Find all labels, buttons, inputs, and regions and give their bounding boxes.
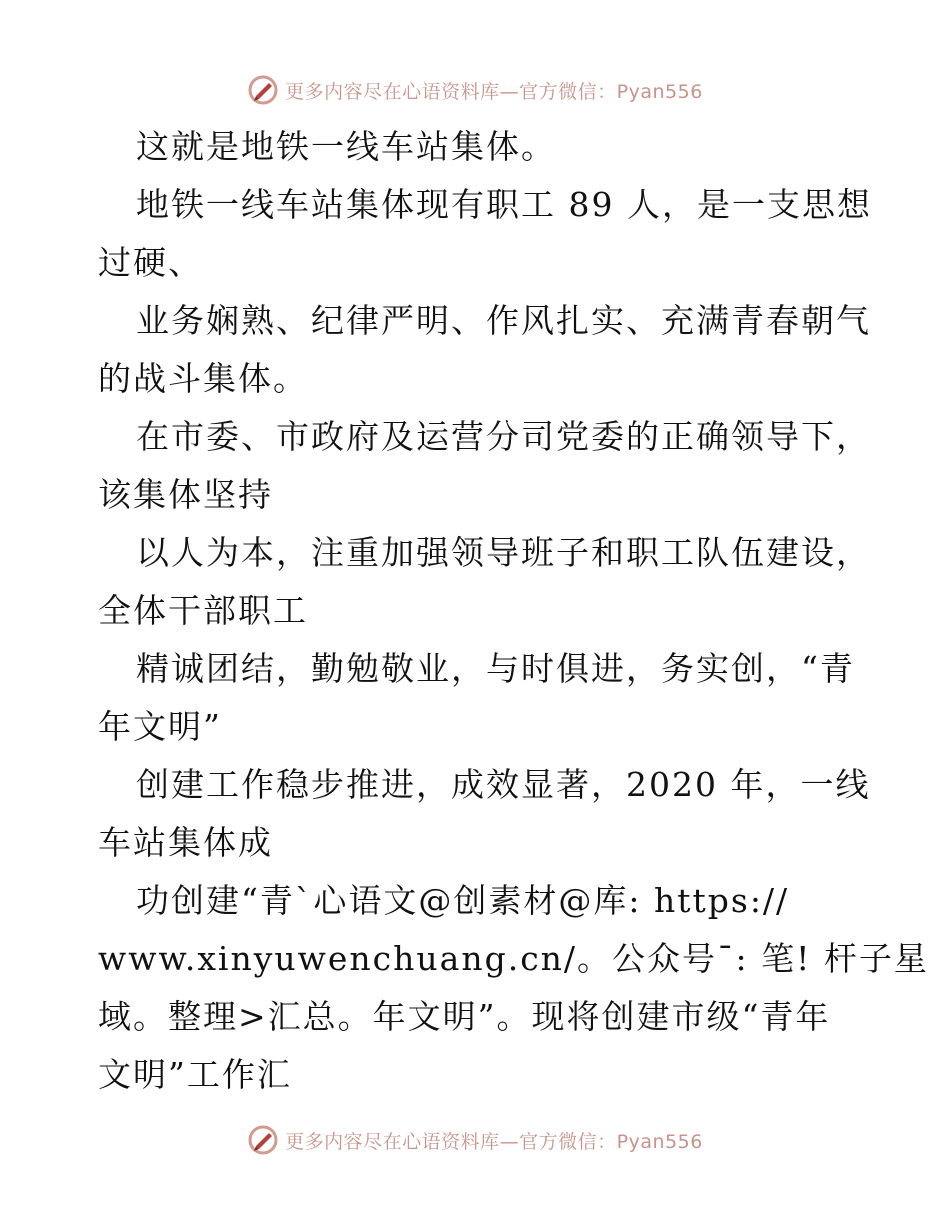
paragraph-3 (98, 292, 871, 408)
paragraph-1 (98, 118, 868, 176)
paragraph-line: 的战斗集体。 (98, 359, 308, 398)
paragraph-line: 过硬、 (98, 243, 203, 282)
paragraph-5 (98, 524, 871, 640)
paragraph-line: 全体干部职工 (98, 591, 308, 630)
paragraph-4 (98, 408, 871, 524)
paragraph-line: 功创建“青`心语文@创素材@库: https:// (136, 881, 790, 920)
header-watermark (0, 70, 950, 110)
document-body (98, 118, 929, 1104)
paragraph-line: 以人为本，注重加强领导班子和职工队伍建设， (136, 533, 871, 572)
paragraph-8 (98, 872, 929, 1104)
paragraph-line: 在市委、市政府及运营分司党委的正确领导下， (136, 417, 871, 456)
footer-watermark-text: 更多内容尽在心语资料库—官方微信：Pyan556 (285, 1130, 703, 1153)
pen-logo-icon (247, 1124, 279, 1156)
paragraph-line: 域。整理>汇总。年文明”。现将创建市级“青年 (98, 997, 831, 1036)
header-watermark-text: 更多内容尽在心语资料库—官方微信：Pyan556 (285, 80, 703, 103)
paragraph-6 (98, 640, 868, 756)
pen-logo-icon (247, 74, 279, 106)
paragraph-line: www.xinyuwenchuang.cn/。公众号¯: 笔! 杆子星 (98, 939, 929, 978)
paragraph-line: 这就是地铁一线车站集体。 (136, 127, 556, 166)
paragraph-2 (98, 176, 872, 292)
paragraph-line: 地铁一线车站集体现有职工 89 人，是一支思想 (136, 185, 872, 224)
paragraph-line: 创建工作稳步推进，成效显著，2020 年，一线 (136, 765, 871, 804)
paragraph-7 (98, 756, 871, 872)
paragraph-line: 年文明” (98, 707, 222, 746)
footer-watermark (0, 1120, 950, 1160)
paragraph-line: 文明”工作汇 (98, 1055, 292, 1094)
paragraph-line: 该集体坚持 (98, 475, 273, 514)
paragraph-line: 车站集体成 (98, 823, 273, 862)
paragraph-line: 精诚团结，勤勉敬业，与时俱进，务实创，“青 (136, 649, 855, 688)
paragraph-line: 业务娴熟、纪律严明、作风扎实、充满青春朝气 (136, 301, 871, 340)
